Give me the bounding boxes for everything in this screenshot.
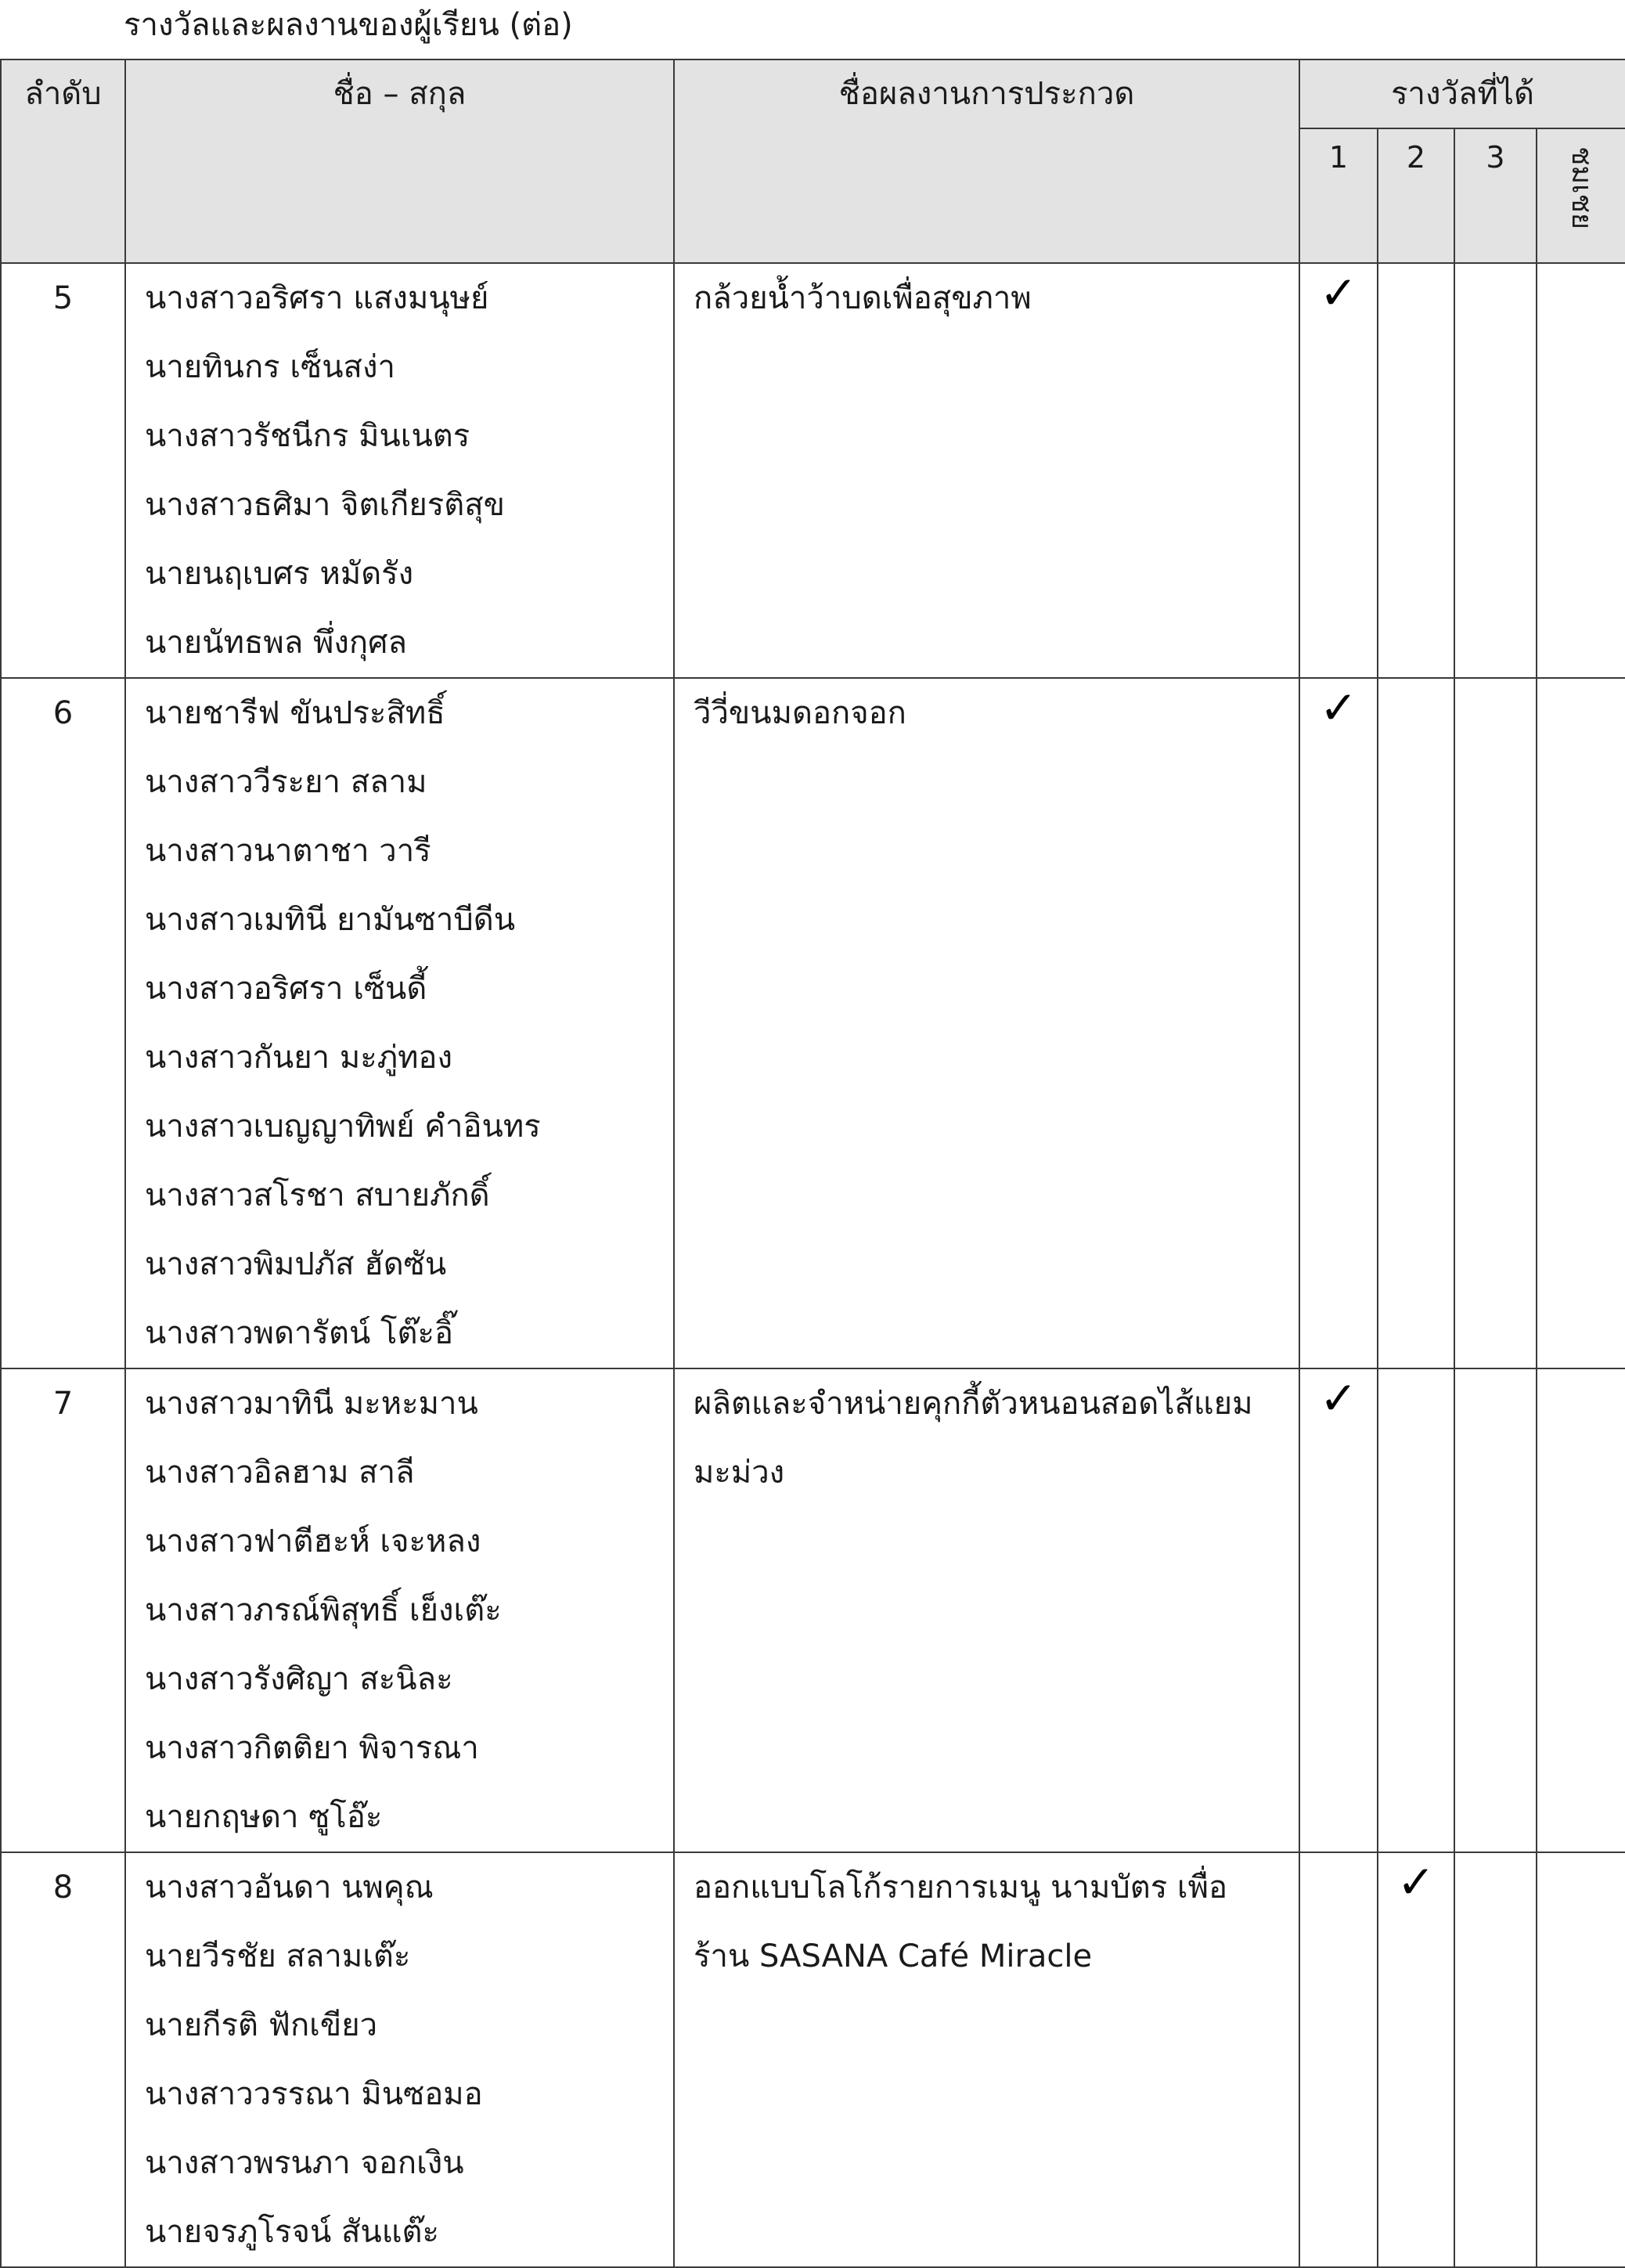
student-name: นายวีรชัย สลามเต๊ะ	[145, 1938, 411, 1974]
row-award-2	[1378, 1368, 1454, 1852]
student-name: นางสาวพิมปภัส ฮัดซัน	[145, 1246, 447, 1282]
student-name: นางสาวเบญญาทิพย์ คำอินทร	[145, 1109, 541, 1145]
row-names	[125, 1368, 674, 1852]
row-award-3	[1454, 678, 1537, 1368]
work-title-line: ผลิตและจำหน่ายคุกกี้ตัวหนอนสอดไส้แยม	[694, 1386, 1253, 1422]
header-award: รางวัลที่ได้	[1299, 59, 1625, 128]
header-work: ชื่อผลงานการประกวด	[674, 59, 1299, 263]
student-name: นายนัทธพล พึ่งกุศล	[145, 625, 407, 661]
row-work	[674, 263, 1299, 678]
row-award-4	[1537, 1852, 1625, 2267]
row-award-1	[1299, 263, 1378, 678]
row-award-3	[1454, 1852, 1537, 2267]
row-order: 7	[1, 1368, 125, 1852]
student-name: นายชารีฟ ขันประสิทธิ์	[145, 695, 445, 731]
student-name: นางสาวฟาตีฮะห์ เจะหลง	[145, 1523, 481, 1559]
header-name: ชื่อ – สกุล	[125, 59, 674, 263]
student-name: นางสาวพรนภา จอกเงิน	[145, 2145, 464, 2181]
awards-table	[0, 59, 1625, 2268]
row-order: 5	[1, 263, 125, 678]
work-title-line: มะม่วง	[694, 1455, 785, 1491]
student-name: นางสาวมาทินี มะหะมาน	[145, 1386, 478, 1422]
student-name: นางสาวเมทินี ยามันซาบีดีน	[145, 902, 516, 938]
work-title-line: ร้าน SASANA Café Miracle	[694, 1938, 1093, 1974]
row-award-1	[1299, 1368, 1378, 1852]
student-name: นายกีรติ ฟักเขียว	[145, 2007, 378, 2043]
student-name: นางสาวกันยา มะภู่ทอง	[145, 1040, 452, 1076]
row-award-2	[1378, 678, 1454, 1368]
student-name: นายนฤเบศร หมัดรัง	[145, 556, 414, 592]
table-row	[1, 263, 1625, 678]
header-row	[1, 59, 1625, 128]
student-name: นายกฤษดา ซูโอ๊ะ	[145, 1799, 383, 1835]
student-name: นางสาวรัชนีกร มินเนตร	[145, 418, 470, 454]
row-work	[674, 678, 1299, 1368]
row-award-2	[1378, 1852, 1454, 2267]
check-mark-icon: ✓	[1319, 266, 1358, 319]
student-name: นางสาวพดารัตน์ โต๊ะอิ๊	[145, 1315, 453, 1351]
student-name: นางสาวธศิมา จิตเกียรติสุข	[145, 487, 505, 523]
row-award-2	[1378, 263, 1454, 678]
student-name: นางสาวรังศิญา สะนิละ	[145, 1661, 453, 1697]
row-award-4	[1537, 1368, 1625, 1852]
check-mark-icon: ✓	[1396, 1855, 1436, 1909]
work-title-line: วีวี่ขนมดอกจอก	[694, 695, 906, 731]
work-title-line: ออกแบบโลโก้รายการเมนู นามบัตร เพื่อ	[694, 1870, 1227, 1906]
row-award-3	[1454, 263, 1537, 678]
student-name: นายทินกร เซ็นสง่า	[145, 349, 395, 385]
student-name: นางสาวกิตติยา พิจารณา	[145, 1730, 479, 1766]
table-row	[1, 1368, 1625, 1852]
student-name: นางสาวอริศรา เซ็นดี้	[145, 971, 427, 1007]
row-names	[125, 1852, 674, 2267]
header-award-1: 1	[1299, 128, 1378, 263]
header-order: ลำดับ	[1, 59, 125, 263]
student-name: นางสาวนาตาชา วารี	[145, 833, 431, 869]
work-title-line: กล้วยน้ำว้าบดเพื่อสุขภาพ	[694, 280, 1032, 316]
row-order: 6	[1, 678, 125, 1368]
student-name: นางสาวอิลฮาม สาลี	[145, 1455, 415, 1491]
check-mark-icon: ✓	[1319, 681, 1358, 734]
student-name: นางสาวอันดา นพคุณ	[145, 1870, 434, 1906]
row-award-4	[1537, 678, 1625, 1368]
row-award-4	[1537, 263, 1625, 678]
header-award-honorable: ชมเชย	[1537, 128, 1625, 263]
table-row	[1, 678, 1625, 1368]
row-award-1	[1299, 1852, 1378, 2267]
student-name: นางสาววีระยา สลาม	[145, 764, 427, 800]
student-name: นายจรภูโรจน์ สันแต๊ะ	[145, 2214, 439, 2250]
row-work	[674, 1852, 1299, 2267]
student-name: นางสาววรรณา มินซอมอ	[145, 2076, 483, 2112]
row-award-1	[1299, 678, 1378, 1368]
header-award-2: 2	[1378, 128, 1454, 263]
table-row	[1, 1852, 1625, 2267]
student-name: นางสาวอริศรา แสงมนุษย์	[145, 280, 489, 316]
row-work	[674, 1368, 1299, 1852]
row-names	[125, 263, 674, 678]
page-title: รางวัลและผลงานของผู้เรียน (ต่อ)	[124, 7, 573, 43]
check-mark-icon: ✓	[1319, 1372, 1358, 1425]
student-name: นางสาวภรณ์พิสุทธิ์ เย็งเต๊ะ	[145, 1592, 502, 1628]
row-names	[125, 678, 674, 1368]
row-award-3	[1454, 1368, 1537, 1852]
header-award-3: 3	[1454, 128, 1537, 263]
student-name: นางสาวสโรชา สบายภักดิ์	[145, 1177, 490, 1213]
row-order: 8	[1, 1852, 125, 2267]
